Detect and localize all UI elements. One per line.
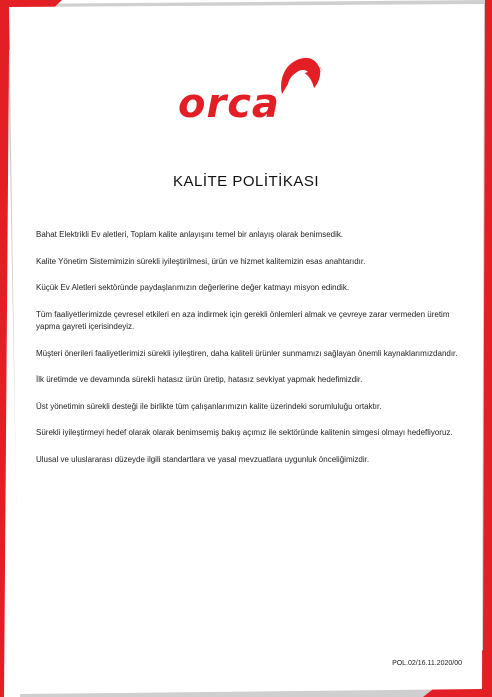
- orca-logo: [178, 52, 326, 127]
- registered-mark: ®: [317, 68, 322, 74]
- policy-paragraph: Üst yönetimin sürekli desteği ile birlikte tüm çalışanlarımızın kalite üzerindeki sorumluluğu ortaktır.: [36, 401, 382, 411]
- policy-paragraph: Müşteri önerileri faaliyetlerimizi sürekli iyileştiren, daha kaliteli ürünler sunmamızı sağlayan önemli kaynaklarımızdandır.: [36, 348, 458, 358]
- orca-fin-icon: [276, 54, 324, 98]
- policy-paragraph: Tüm faaliyetlerimizde çevresel etkileri en aza indirmek için gerekli önlemleri almak ve çevreye zarar vermeden üretim yapma gayreti içerisindeyiz.: [36, 309, 450, 331]
- policy-paragraph: Küçük Ev Aletleri sektöründe paydaşlarımızın değerlerine değer katmayı misyon edindik.: [36, 283, 350, 292]
- policy-paragraph: Sürekli iyileştirmeyi hedef olarak olarak benimsemiş bakış açımız ile sektöründe kalitenin simgesi olmayı hedefliyoruz.: [36, 428, 453, 437]
- policy-paragraph: İlk üretimde ve devamında sürekli hatasız ürün üretip, hatasız sevkiyat yapmak hedefimizdir.: [36, 375, 363, 384]
- policy-body: [36, 229, 460, 480]
- document-code: POL.02/16.11.2020/00: [392, 660, 462, 667]
- logo-wordmark: orca: [178, 81, 280, 127]
- page-title: KALİTE POLİTİKASI: [172, 173, 320, 190]
- policy-paragraph: Bahat Elektrikli Ev aletleri, Toplam kalite anlayışını temel bir anlayış olarak benimsedik.: [36, 230, 344, 239]
- policy-paragraph: Ulusal ve uluslararası düzeyde ilgili standartlara ve yasal mevzuatlara uygunluk önceliğimizdir.: [36, 454, 370, 464]
- policy-paragraph: Kalite Yönetim Sistemimizin sürekli iyileştirilmesi, ürün ve hizmet kalitemizin esas anahtarıdır.: [36, 256, 366, 266]
